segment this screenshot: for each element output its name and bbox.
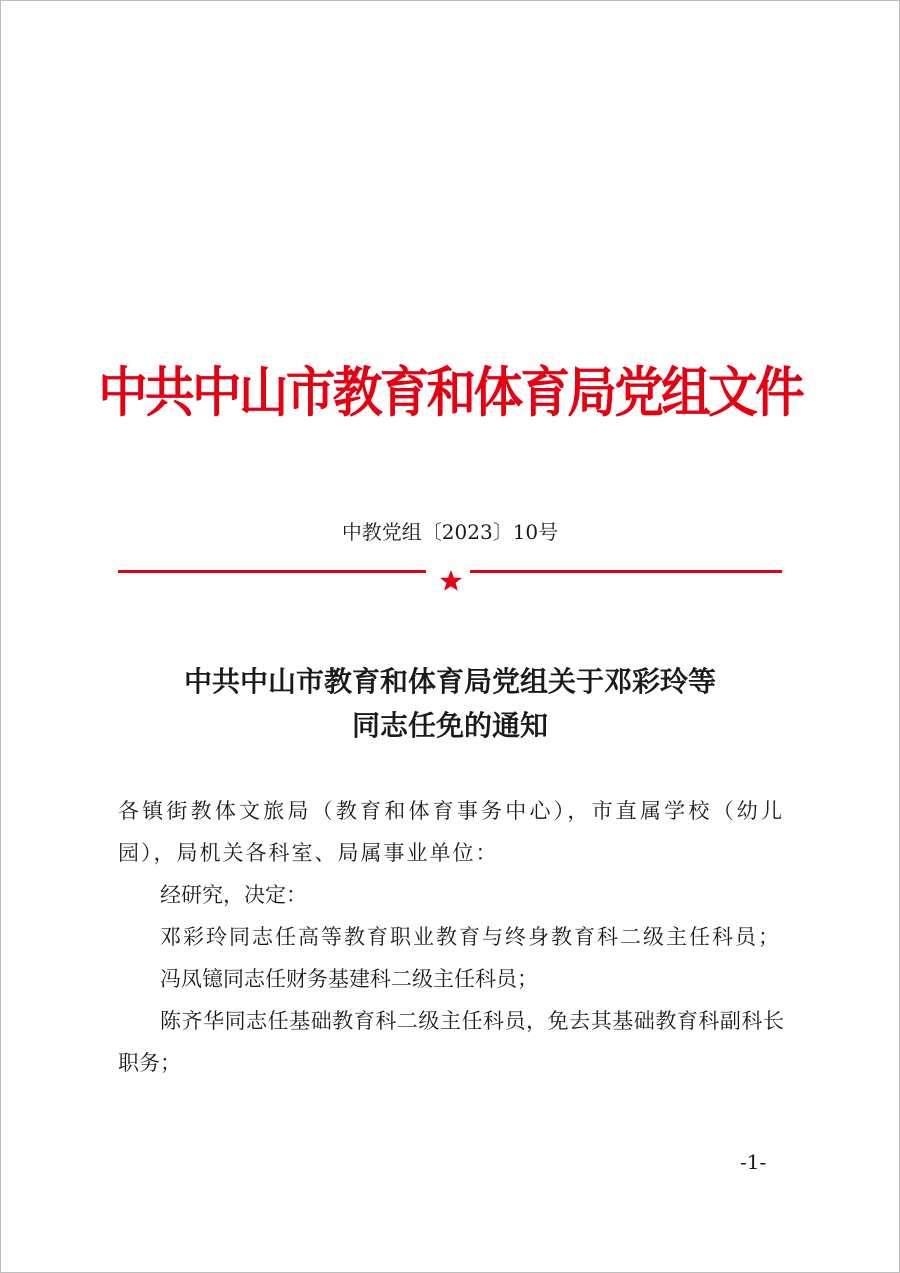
notice-body	[118, 790, 784, 1084]
star-icon	[439, 569, 463, 593]
separator-line-left	[118, 570, 426, 573]
notice-title	[80, 660, 820, 748]
notice-title-line-1: 中共中山市教育和体育局党组关于邓彩玲等	[183, 665, 716, 698]
appointment-item-2: 冯凤镱同志任财务基建科二级主任科员；	[160, 967, 538, 991]
appointment-item-1: 邓彩玲同志任高等教育职业教育与终身教育科二级主任科员；	[160, 925, 781, 949]
separator-line-right	[470, 570, 782, 573]
salutation: 各镇街教体文旅局（教育和体育事务中心），市直属学校（幼儿园），局机关各科室、局属事业单位：	[118, 799, 784, 865]
red-separator	[118, 565, 782, 595]
intro-text: 经研究，决定：	[160, 883, 307, 907]
document-number: 中教党组〔2023〕10号	[341, 520, 559, 544]
appointment-item-3: 陈齐华同志任基础教育科二级主任科员，免去其基础教育科副科长职务；	[118, 1009, 784, 1075]
notice-title-line-2: 同志任免的通知	[351, 709, 548, 742]
page-number: -1-	[740, 1150, 767, 1174]
document-header-title: 中共中山市教育和体育局党组文件	[98, 360, 802, 424]
